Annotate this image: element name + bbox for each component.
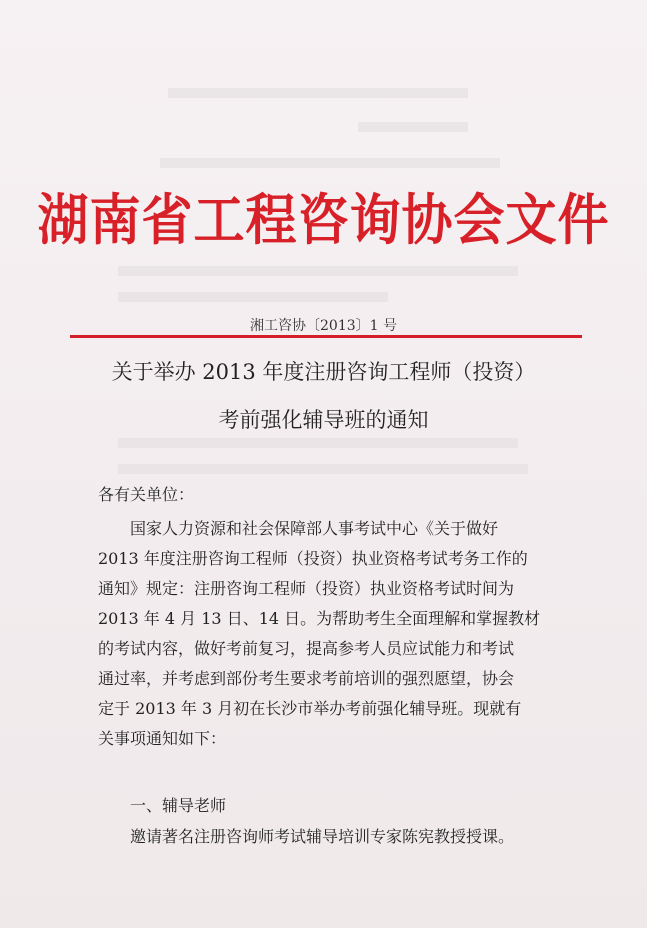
body-line: 定于 2013 年 3 月初在长沙市举办考前强化辅导班。现就有	[98, 699, 522, 718]
show-through-text	[358, 122, 468, 132]
show-through-text	[118, 464, 528, 474]
show-through-text	[118, 266, 518, 276]
body-line: 2013 年度注册咨询工程师（投资）执业资格考试考务工作的	[98, 549, 528, 568]
show-through-text	[118, 438, 518, 448]
body-line: 的考试内容，做好考前复习，提高参考人员应试能力和考试	[98, 639, 515, 658]
salutation: 各有关单位：	[98, 485, 195, 504]
body-line: 通知》规定：注册咨询工程师（投资）执业资格考试时间为	[98, 579, 515, 598]
show-through-text	[118, 292, 388, 302]
body-line: 国家人力资源和社会保障部人事考试中心《关于做好	[98, 519, 499, 538]
notice-title-line1: 关于举办 2013 年度注册咨询工程师（投资）	[111, 360, 536, 384]
section-heading: 一、辅导老师	[130, 796, 227, 815]
body-line: 关事项通知如下：	[98, 729, 227, 748]
body-line: 2013 年 4 月 13 日、14 日。为帮助考生全面理解和掌握教材	[98, 609, 541, 628]
notice-title-line2: 考前强化辅导班的通知	[218, 408, 429, 432]
letterhead-title: 湖南省工程咨询协会文件	[37, 188, 610, 253]
document-number: 湘工咨协〔2013〕1 号	[250, 318, 397, 334]
red-divider-line	[70, 335, 582, 338]
section-text: 邀请著名注册咨询师考试辅导培训专家陈宪教授授课。	[130, 827, 515, 846]
body-line: 通过率，并考虑到部份考生要求考前培训的强烈愿望，协会	[98, 669, 515, 688]
body-paragraph	[98, 514, 568, 754]
show-through-text	[168, 88, 468, 98]
show-through-text	[160, 158, 500, 168]
